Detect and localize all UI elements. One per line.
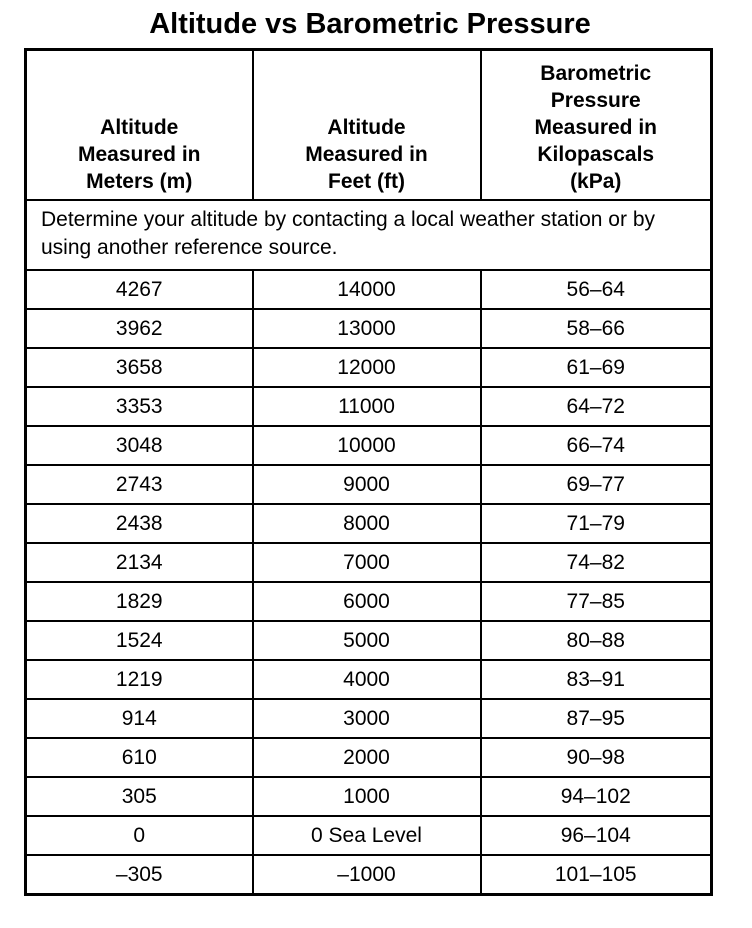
cell-feet: 7000 [253, 543, 481, 582]
cell-pressure: 61–69 [481, 348, 712, 387]
cell-pressure: 58–66 [481, 309, 712, 348]
cell-feet: 9000 [253, 465, 481, 504]
cell-meters: 1829 [26, 582, 253, 621]
table-row [26, 777, 712, 816]
table-row [26, 504, 712, 543]
cell-feet: 10000 [253, 426, 481, 465]
cell-feet: 1000 [253, 777, 481, 816]
table-row [26, 309, 712, 348]
cell-meters: 1524 [26, 621, 253, 660]
table-row [26, 816, 712, 855]
table-row [26, 270, 712, 309]
cell-pressure: 74–82 [481, 543, 712, 582]
cell-feet: 13000 [253, 309, 481, 348]
table-row [26, 426, 712, 465]
table-row [26, 855, 712, 895]
cell-pressure: 101–105 [481, 855, 712, 895]
table-row [26, 660, 712, 699]
cell-meters: 1219 [26, 660, 253, 699]
cell-meters: 2134 [26, 543, 253, 582]
table-row [26, 699, 712, 738]
header-pressure [481, 50, 712, 201]
cell-meters: 3048 [26, 426, 253, 465]
cell-feet: 6000 [253, 582, 481, 621]
table-row [26, 387, 712, 426]
cell-pressure: 87–95 [481, 699, 712, 738]
header-meters-label: Altitude Measured in Meters (m) [77, 116, 201, 193]
cell-pressure: 64–72 [481, 387, 712, 426]
cell-feet: 11000 [253, 387, 481, 426]
cell-meters: 2743 [26, 465, 253, 504]
cell-meters: 3353 [26, 387, 253, 426]
cell-feet: 2000 [253, 738, 481, 777]
altitude-pressure-table [24, 48, 713, 896]
cell-meters: 305 [26, 777, 253, 816]
table-row [26, 348, 712, 387]
cell-feet: –1000 [253, 855, 481, 895]
cell-pressure: 66–74 [481, 426, 712, 465]
cell-pressure: 80–88 [481, 621, 712, 660]
cell-meters: –305 [26, 855, 253, 895]
table-row [26, 582, 712, 621]
cell-meters: 3962 [26, 309, 253, 348]
table-row [26, 621, 712, 660]
header-meters [26, 50, 253, 201]
cell-pressure: 69–77 [481, 465, 712, 504]
note-row [26, 200, 712, 270]
cell-feet: 4000 [253, 660, 481, 699]
header-row [26, 50, 712, 201]
cell-pressure: 77–85 [481, 582, 712, 621]
header-feet [253, 50, 481, 201]
cell-meters: 4267 [26, 270, 253, 309]
cell-meters: 0 [26, 816, 253, 855]
cell-pressure: 90–98 [481, 738, 712, 777]
cell-feet: 8000 [253, 504, 481, 543]
table-title: Altitude vs Barometric Pressure [149, 8, 591, 40]
cell-pressure: 96–104 [481, 816, 712, 855]
cell-pressure: 83–91 [481, 660, 712, 699]
table-row [26, 465, 712, 504]
cell-meters: 610 [26, 738, 253, 777]
note-cell: Determine your altitude by contacting a local weather station or by using another reference source. [26, 200, 712, 270]
cell-feet: 14000 [253, 270, 481, 309]
cell-meters: 2438 [26, 504, 253, 543]
cell-feet: 5000 [253, 621, 481, 660]
table-row [26, 738, 712, 777]
header-pressure-label: Barometric Pressure Measured in Kilopascals (kPa) [534, 62, 658, 193]
cell-meters: 3658 [26, 348, 253, 387]
table-row [26, 543, 712, 582]
cell-feet: 3000 [253, 699, 481, 738]
cell-feet: 12000 [253, 348, 481, 387]
header-feet-label: Altitude Measured in Feet (ft) [305, 116, 428, 193]
cell-feet: 0 Sea Level [253, 816, 481, 855]
cell-pressure: 56–64 [481, 270, 712, 309]
cell-pressure: 94–102 [481, 777, 712, 816]
cell-meters: 914 [26, 699, 253, 738]
cell-pressure: 71–79 [481, 504, 712, 543]
